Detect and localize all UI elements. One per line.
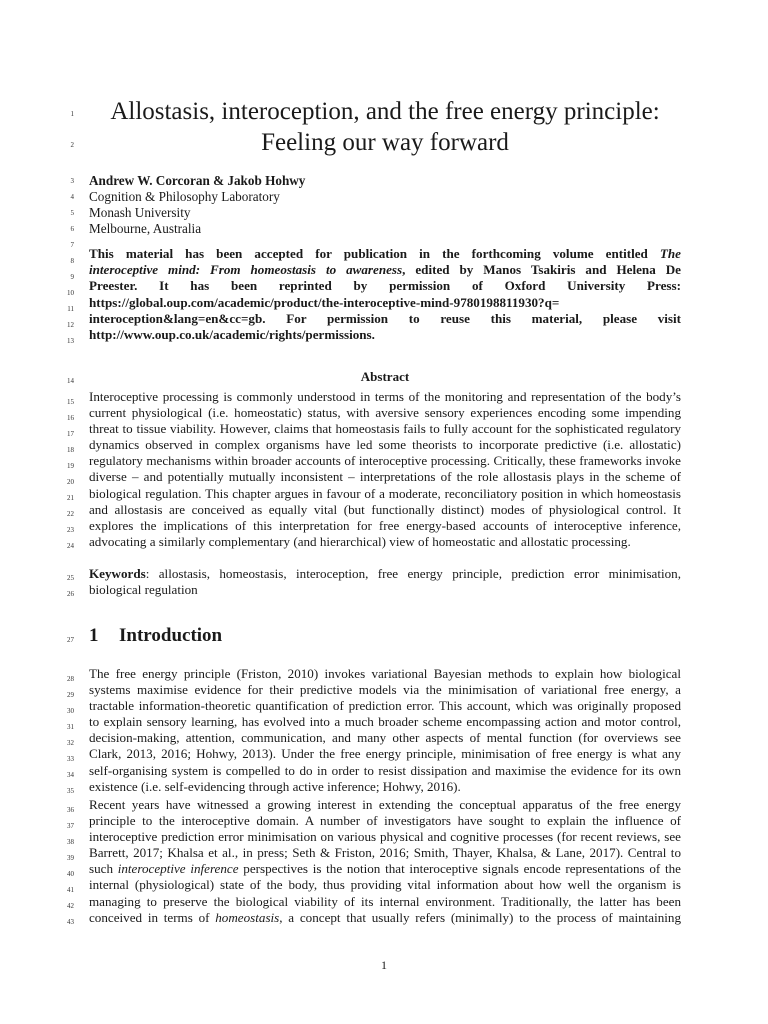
line-number: 4 xyxy=(70,193,74,201)
paragraph-line: existence (i.e. self-evidencing through active inference; Hohwy, 2016). xyxy=(89,778,461,794)
paragraph-line: The free energy principle (Friston, 2010) invokes variational Bayesian methods to explain how biological xyxy=(89,666,681,681)
line-number: 34 xyxy=(67,771,74,779)
paragraph-line: internal (physiological) state of the body, thus providing vital information about how well the organism is xyxy=(89,877,681,893)
paragraph-line: Recent years have witnessed a growing interest in extending the conceptual apparatus of the free energy xyxy=(89,797,681,812)
paragraph-line: Clark, 2013, 2016; Hohwy, 2013). Under the free energy principle, minimisation of free energy is what any xyxy=(89,746,681,762)
notice-line: Preester. It has been reprinted by permission of Oxford University Press: xyxy=(89,278,681,294)
paragraph-line xyxy=(89,910,681,926)
emphasis-italic: homeostasis xyxy=(215,909,280,925)
line-number: 31 xyxy=(67,723,74,731)
keywords-block xyxy=(89,566,681,598)
book-title-italic: interoceptive mind: From homeostasis to awareness xyxy=(89,262,403,278)
line-number: 33 xyxy=(67,755,74,763)
line-number: 22 xyxy=(67,510,74,518)
title-line: Feeling our way forward xyxy=(261,129,509,156)
notice-line xyxy=(89,246,681,262)
keywords-line: biological regulation xyxy=(89,582,198,598)
line-number: 27 xyxy=(67,636,74,644)
abstract-line: current physiological (i.e. homeostatic) status, with aversive sensory experiences encoding some impending xyxy=(89,405,681,421)
paragraph-line: decision-making, attention, communication, and many other aspects of mental function (for overviews see xyxy=(89,730,681,746)
page-number: 1 xyxy=(381,958,387,972)
line-number: 10 xyxy=(67,289,74,297)
notice-text: , edited by Manos Tsakiris and Helena De xyxy=(402,262,681,278)
abstract-line: Interoceptive processing is commonly understood in terms of the monitoring and representation of the body’s xyxy=(89,389,681,404)
affiliation-line: Cognition & Philosophy Laboratory xyxy=(89,189,280,204)
title-line: Allostasis, interoception, and the free energy principle: xyxy=(110,98,660,125)
line-number: 23 xyxy=(67,526,74,534)
paragraph-text: perspectives is the notion that interoceptive signals encode representations of the xyxy=(238,861,681,877)
keywords-label: Keywords xyxy=(89,566,146,581)
abstract-body xyxy=(89,389,681,550)
publication-notice xyxy=(89,246,681,343)
paragraph-text: conceived in terms of xyxy=(89,909,216,925)
line-number: 32 xyxy=(67,739,74,747)
line-number: 1 xyxy=(70,110,74,118)
line-number: 21 xyxy=(67,494,74,502)
line-number: 39 xyxy=(67,854,74,862)
line-number: 37 xyxy=(67,822,74,830)
paragraph xyxy=(89,797,681,926)
line-number: 13 xyxy=(67,337,74,345)
line-number: 7 xyxy=(70,241,74,249)
abstract-line: advocating a similarly complementary (and hierarchical) view of homeostatic and allostatic processing. xyxy=(89,533,631,549)
line-number: 11 xyxy=(67,305,74,313)
line-number: 12 xyxy=(67,321,74,329)
line-number: 40 xyxy=(67,870,74,878)
line-number: 42 xyxy=(67,902,74,910)
line-number: 26 xyxy=(67,590,74,598)
emphasis-italic: interoceptive inference xyxy=(117,861,239,877)
abstract-line: explores the implications of this interpretation for free energy-based accounts of interoceptive inference, xyxy=(89,517,681,533)
line-number: 6 xyxy=(70,225,74,233)
line-number: 25 xyxy=(67,574,74,582)
line-number: 41 xyxy=(67,886,74,894)
paragraph-line: interoceptive prediction error minimisation on various physical and cognitive processes (for recent reviews, see xyxy=(89,829,681,845)
abstract-line: threat to tissue viability. However, claims that homeostasis fails to fully account for the sophisticated regulatory xyxy=(89,421,681,437)
paragraph-text: such xyxy=(89,861,118,877)
line-number: 38 xyxy=(67,838,74,846)
line-number: 14 xyxy=(67,377,74,385)
paragraph-text: , a concept that usually refers (minimally) to the process of maintaining xyxy=(279,909,681,925)
notice-url-line[interactable]: https://global.oup.com/academic/product/the-interoceptive-mind-9780198811930?q= xyxy=(89,294,560,310)
keywords-text: : allostasis, homeostasis, interoception, free energy principle, prediction error minimisation, xyxy=(145,566,681,581)
permissions-url-line[interactable]: http://www.oup.co.uk/academic/rights/permissions. xyxy=(89,327,375,343)
paragraph-line: tractable information-theoretic quantification of prediction error. This account, which was originally proposed xyxy=(89,698,681,714)
paragraph-line: self-organising system is compelled to do in order to resist dissipation and maximise the evidence for its own xyxy=(89,762,681,778)
abstract-heading: Abstract xyxy=(360,369,410,384)
line-number: 43 xyxy=(67,918,74,926)
section-number: 1 xyxy=(89,625,99,646)
paragraph-line xyxy=(89,861,681,877)
paragraph xyxy=(89,666,681,795)
section-heading xyxy=(89,625,222,647)
line-number: 17 xyxy=(67,430,74,438)
line-number: 9 xyxy=(70,273,74,281)
line-number: 19 xyxy=(67,462,74,470)
line-number: 20 xyxy=(67,478,74,486)
author-names: Andrew W. Corcoran & Jakob Hohwy xyxy=(89,173,306,188)
line-number: 36 xyxy=(67,806,74,814)
affiliation-line: Melbourne, Australia xyxy=(89,221,202,236)
line-number: 5 xyxy=(70,209,74,217)
keywords-line xyxy=(89,566,681,582)
paper-title xyxy=(89,96,681,158)
line-number: 28 xyxy=(67,675,74,683)
abstract-line: diverse – and potentially mutually inconsistent – interpretations of the role allostasis plays in the scheme of xyxy=(89,469,681,485)
line-number: 8 xyxy=(70,257,74,265)
line-number: 2 xyxy=(70,141,74,149)
line-number: 29 xyxy=(67,691,74,699)
notice-line: interoception&lang=en&cc=gb. For permission to reuse this material, please visit xyxy=(89,310,681,326)
notice-line xyxy=(89,262,681,278)
paragraph-line: to explain sensory learning, has evolved into a much broader scheme encompassing action and motor control, xyxy=(89,714,681,730)
book-title-italic: The xyxy=(659,246,681,261)
notice-text: This material has been accepted for publication in the forthcoming volume entitled xyxy=(89,246,660,261)
abstract-line: regulatory mechanisms within broader accounts of interoceptive processing. Critically, these frameworks invoke xyxy=(89,453,681,469)
line-number: 35 xyxy=(67,787,74,795)
line-number: 16 xyxy=(67,414,74,422)
line-number: 3 xyxy=(70,177,74,185)
abstract-line: biological regulation. This chapter argues in favour of a moderate, reconciliatory position in which homeostasis xyxy=(89,485,681,501)
section-title: Introduction xyxy=(119,625,223,646)
line-number: 18 xyxy=(67,446,74,454)
line-number: 30 xyxy=(67,707,74,715)
affiliation-line: Monash University xyxy=(89,205,191,220)
paragraph-line: Barrett, 2017; Khalsa et al., in press; Seth & Friston, 2016; Smith, Thayer, Khalsa, & Lane, 2017). Central to xyxy=(89,845,681,861)
paragraph-line: principle to the interoceptive domain. A number of investigators have sought to explain the influence of xyxy=(89,813,681,829)
paragraph-line: systems maximise evidence for their predictive models via the minimisation of variational free energy, a xyxy=(89,682,681,698)
author-block xyxy=(89,173,681,237)
paragraph-line: managing to preserve the biological viability of its internal environment. Traditionally, the latter has been xyxy=(89,893,681,909)
line-number: 15 xyxy=(67,398,74,406)
line-number: 24 xyxy=(67,542,74,550)
abstract-line: and allostasis are conceived as equally vital (but functionally distinct) modes of physiological control. It xyxy=(89,501,681,517)
abstract-line: dynamics observed in complex organisms have led some theorists to incorporate predictive (i.e. allostatic) xyxy=(89,437,681,453)
